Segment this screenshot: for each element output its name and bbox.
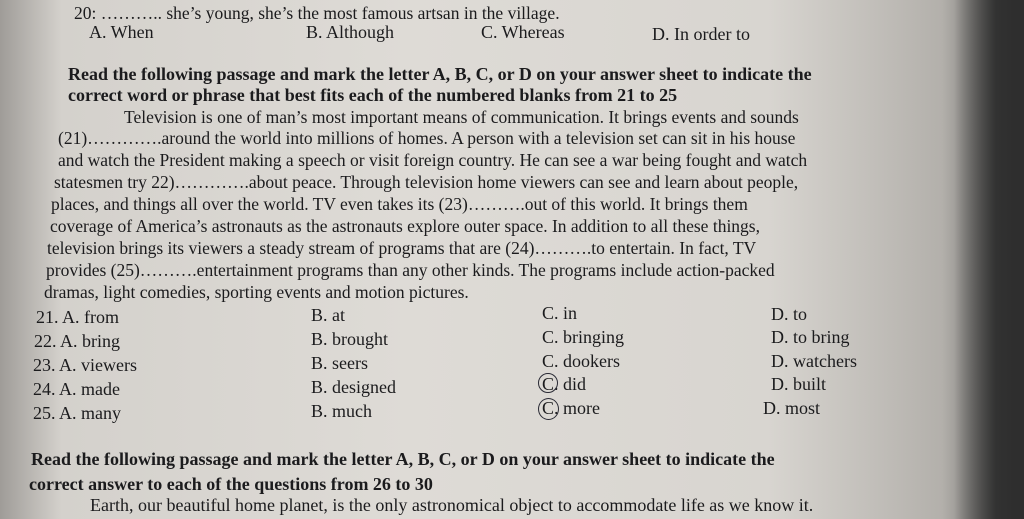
section2-passage-start: Earth, our beautiful home planet, is the only astronomical object to accommodate life as we know it.	[90, 495, 814, 515]
q20-stem: 20: ……….. she’s young, she’s the most famous artsan in the village.	[74, 3, 560, 23]
q22-option-c: C. bringing	[542, 327, 625, 347]
passage-line: and watch the President making a speech or visit foreign country. He can see a war being fought and watch	[58, 150, 808, 170]
q25-option-c: C. more	[542, 398, 600, 418]
q20-option-a: A. When	[89, 22, 154, 42]
q24-option-d: D. built	[771, 374, 827, 394]
q22-option-b: B. brought	[311, 329, 389, 349]
q23-option-a: 23. A. viewers	[33, 355, 137, 375]
q23-option-b: B. seers	[311, 353, 368, 373]
answer-circle-mark	[538, 398, 559, 420]
q24-option-b: B. designed	[311, 377, 396, 397]
q21-option-a: 21. A. from	[36, 307, 119, 327]
section1-instruction-line2: correct word or phrase that best fits each of the numbered blanks from 21 to 25	[68, 85, 678, 105]
passage-line: provides (25)……….entertainment programs than any other kinds. The programs include action-packed	[46, 260, 775, 280]
q22-option-d: D. to bring	[771, 327, 850, 347]
passage-line: statesmen try 22)………….about peace. Through television home viewers can see and learn about people,	[54, 172, 799, 192]
passage-line: (21)………….around the world into millions of homes. A person with a television set can sit in his house	[58, 128, 796, 148]
answer-circle-mark	[538, 373, 558, 393]
q24-option-a: 24. A. made	[33, 379, 120, 399]
q20-option-c: C. Whereas	[481, 22, 565, 42]
section2-instruction-line1: Read the following passage and mark the letter A, B, C, or D on your answer sheet to indicate the	[31, 449, 775, 469]
passage-line: Television is one of man’s most important means of communication. It brings events and sounds	[124, 107, 799, 127]
passage-line: dramas, light comedies, sporting events and motion pictures.	[44, 282, 469, 302]
q21-option-d: D. to	[771, 304, 807, 324]
q23-option-d: D. watchers	[771, 351, 857, 371]
q25-option-b: B. much	[311, 401, 372, 421]
q20-option-d: D. In order to	[652, 24, 750, 44]
q23-option-c: C. dookers	[542, 351, 620, 371]
q24-option-c: C. did	[542, 374, 587, 394]
q25-option-d: D. most	[763, 398, 821, 418]
passage-line: television brings its viewers a steady stream of programs that are (24)……….to entertain. In fact, TV	[47, 238, 757, 258]
section2-instruction-line2: correct answer to each of the questions from 26 to 30	[29, 474, 433, 494]
section1-instruction-line1: Read the following passage and mark the letter A, B, C, or D on your answer sheet to indicate the	[68, 64, 812, 84]
q20-option-b: B. Although	[306, 22, 395, 42]
page-shadow	[954, 0, 1024, 519]
q21-option-c: C. in	[542, 303, 578, 323]
passage-line: coverage of America’s astronauts as the astronauts explore outer space. In addition to all these things,	[50, 216, 760, 236]
q21-option-b: B. at	[311, 305, 345, 325]
passage-line: places, and things all over the world. TV even takes its (23)……….out of this world. It brings them	[51, 194, 748, 214]
q25-option-a: 25. A. many	[33, 403, 121, 423]
q22-option-a: 22. A. bring	[34, 331, 121, 351]
